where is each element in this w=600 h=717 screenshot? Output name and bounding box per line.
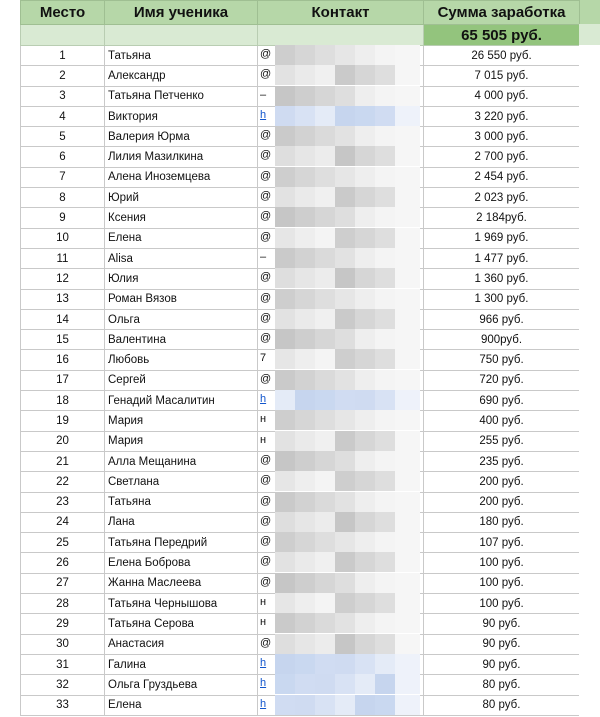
contact-cell[interactable] xyxy=(258,512,424,532)
contact-prefix: @ xyxy=(260,190,272,203)
table-row xyxy=(21,248,580,268)
table-row xyxy=(21,654,580,674)
contact-cell[interactable] xyxy=(258,350,424,370)
place-cell[interactable]: 25 xyxy=(21,533,105,553)
student-name-cell[interactable]: Галина xyxy=(105,654,258,674)
contact-cell[interactable] xyxy=(258,86,424,106)
table-row xyxy=(21,147,580,167)
contact-cell[interactable] xyxy=(258,248,424,268)
student-name-cell[interactable]: Alisa xyxy=(105,248,258,268)
contact-cell[interactable] xyxy=(258,289,424,309)
contact-cell[interactable] xyxy=(258,370,424,390)
student-name-cell[interactable]: Анастасия xyxy=(105,634,258,654)
contact-prefix: @ xyxy=(260,636,272,649)
empty-cell[interactable] xyxy=(105,25,258,46)
student-name-cell[interactable]: Мария xyxy=(105,431,258,451)
contact-prefix: – xyxy=(260,250,267,263)
table-row xyxy=(21,553,580,573)
header-contact[interactable]: Контакт xyxy=(258,1,424,25)
earnings-cell[interactable]: 966 руб. xyxy=(424,309,580,329)
contact-cell[interactable] xyxy=(258,330,424,350)
student-name-cell[interactable]: Ольга xyxy=(105,309,258,329)
student-name-cell[interactable]: Лилия Мазилкина xyxy=(105,147,258,167)
student-name-cell[interactable]: Татьяна xyxy=(105,46,258,66)
place-cell[interactable]: 7 xyxy=(21,167,105,187)
place-cell[interactable]: 6 xyxy=(21,147,105,167)
table-row xyxy=(21,533,580,553)
table-row xyxy=(21,614,580,634)
contact-cell[interactable] xyxy=(258,391,424,411)
contact-prefix: @ xyxy=(260,372,272,385)
table-row xyxy=(21,350,580,370)
earnings-cell[interactable]: 80 руб. xyxy=(424,695,580,715)
table-row xyxy=(21,634,580,654)
next-column-header[interactable] xyxy=(579,0,600,24)
place-cell[interactable]: 11 xyxy=(21,248,105,268)
student-name-cell[interactable]: Юрий xyxy=(105,188,258,208)
place-cell[interactable]: 15 xyxy=(21,330,105,350)
contact-cell[interactable] xyxy=(258,188,424,208)
contact-cell[interactable] xyxy=(258,309,424,329)
place-cell[interactable]: 23 xyxy=(21,492,105,512)
contact-prefix: – xyxy=(260,88,267,101)
contact-cell[interactable] xyxy=(258,675,424,695)
contact-cell[interactable] xyxy=(258,492,424,512)
earnings-cell[interactable]: 900руб. xyxy=(424,330,580,350)
contact-cell[interactable] xyxy=(258,451,424,471)
table-row xyxy=(21,46,580,66)
table-row xyxy=(21,675,580,695)
student-name-cell[interactable]: Татьяна Передрий xyxy=(105,533,258,553)
table-row xyxy=(21,106,580,126)
student-name-cell[interactable]: Мария xyxy=(105,411,258,431)
table-row xyxy=(21,228,580,248)
leaderboard-table xyxy=(20,0,580,716)
earnings-cell[interactable]: 2 454 руб. xyxy=(424,167,580,187)
contact-prefix: @ xyxy=(260,149,272,162)
student-name-cell[interactable]: Татьяна Серова xyxy=(105,614,258,634)
place-cell[interactable]: 24 xyxy=(21,512,105,532)
contact-cell[interactable] xyxy=(258,695,424,715)
earnings-cell[interactable]: 26 550 руб. xyxy=(424,46,580,66)
next-column xyxy=(579,0,600,717)
contact-prefix: @ xyxy=(260,575,272,588)
place-cell[interactable]: 21 xyxy=(21,451,105,471)
table-row xyxy=(21,309,580,329)
contact-prefix[interactable]: h xyxy=(260,677,267,690)
contact-prefix: @ xyxy=(260,129,272,142)
student-name-cell[interactable]: Роман Вязов xyxy=(105,289,258,309)
table-row xyxy=(21,370,580,390)
contact-prefix[interactable]: h xyxy=(260,697,267,710)
earnings-cell[interactable]: 200 руб. xyxy=(424,472,580,492)
contact-cell[interactable] xyxy=(258,228,424,248)
earnings-cell[interactable]: 235 руб. xyxy=(424,451,580,471)
earnings-cell[interactable]: 200 руб. xyxy=(424,492,580,512)
row-number-gutter xyxy=(0,0,20,717)
empty-cell[interactable] xyxy=(258,25,424,46)
contact-prefix: @ xyxy=(260,555,272,568)
place-cell[interactable]: 2 xyxy=(21,66,105,86)
contact-prefix: н xyxy=(260,413,267,426)
table-row xyxy=(21,695,580,715)
earnings-cell[interactable]: 720 руб. xyxy=(424,370,580,390)
empty-cell[interactable] xyxy=(21,25,105,46)
table-row xyxy=(21,66,580,86)
student-name-cell[interactable]: Сергей xyxy=(105,370,258,390)
place-cell[interactable]: 30 xyxy=(21,634,105,654)
contact-prefix: @ xyxy=(260,210,272,223)
total-row xyxy=(21,25,580,46)
contact-cell[interactable] xyxy=(258,634,424,654)
contact-prefix: @ xyxy=(260,311,272,324)
earnings-cell[interactable]: 2 023 руб. xyxy=(424,188,580,208)
contact-prefix[interactable]: h xyxy=(260,108,267,121)
contact-prefix: н xyxy=(260,596,267,609)
place-cell[interactable]: 4 xyxy=(21,106,105,126)
contact-cell[interactable] xyxy=(258,654,424,674)
contact-prefix: @ xyxy=(260,48,272,60)
student-name-cell[interactable]: Елена xyxy=(105,228,258,248)
place-cell[interactable]: 13 xyxy=(21,289,105,309)
header-earnings[interactable]: Сумма заработка xyxy=(424,1,580,25)
place-cell[interactable]: 14 xyxy=(21,309,105,329)
earnings-cell[interactable]: 3 220 руб. xyxy=(424,106,580,126)
contact-prefix: @ xyxy=(260,535,272,548)
earnings-cell[interactable]: 100 руб. xyxy=(424,573,580,593)
earnings-cell[interactable]: 1 477 руб. xyxy=(424,248,580,268)
contact-prefix: @ xyxy=(260,453,272,466)
contact-cell[interactable] xyxy=(258,46,424,66)
table-row xyxy=(21,269,580,289)
place-cell[interactable]: 33 xyxy=(21,695,105,715)
table-row xyxy=(21,573,580,593)
student-name-cell[interactable]: Виктория xyxy=(105,106,258,126)
student-name-cell[interactable]: Генадий Масалитин xyxy=(105,391,258,411)
contact-cell[interactable] xyxy=(258,167,424,187)
student-name-cell[interactable]: Татьяна Чернышова xyxy=(105,594,258,614)
place-cell[interactable]: 8 xyxy=(21,188,105,208)
contact-prefix: @ xyxy=(260,474,272,487)
table-row xyxy=(21,86,580,106)
table-row xyxy=(21,188,580,208)
place-cell[interactable]: 31 xyxy=(21,654,105,674)
contact-cell[interactable] xyxy=(258,431,424,451)
contact-cell[interactable] xyxy=(258,208,424,228)
student-name-cell[interactable]: Елена Боброва xyxy=(105,553,258,573)
contact-cell[interactable] xyxy=(258,614,424,634)
earnings-cell[interactable]: 100 руб. xyxy=(424,553,580,573)
earnings-cell[interactable]: 2 184руб. xyxy=(424,208,580,228)
student-name-cell[interactable]: Ольга Груздьева xyxy=(105,675,258,695)
earnings-cell[interactable]: 90 руб. xyxy=(424,654,580,674)
contact-prefix: @ xyxy=(260,271,272,284)
earnings-cell[interactable]: 255 руб. xyxy=(424,431,580,451)
student-name-cell[interactable]: Татьяна Петченко xyxy=(105,86,258,106)
next-column-subheader[interactable] xyxy=(579,24,600,45)
place-cell[interactable]: 18 xyxy=(21,391,105,411)
earnings-cell[interactable]: 90 руб. xyxy=(424,614,580,634)
earnings-cell[interactable]: 4 000 руб. xyxy=(424,86,580,106)
student-name-cell[interactable]: Ксения xyxy=(105,208,258,228)
earnings-cell[interactable]: 2 700 руб. xyxy=(424,147,580,167)
place-cell[interactable]: 10 xyxy=(21,228,105,248)
contact-prefix[interactable]: h xyxy=(260,656,267,669)
earnings-cell[interactable]: 1 969 руб. xyxy=(424,228,580,248)
place-cell[interactable]: 17 xyxy=(21,370,105,390)
earnings-cell[interactable]: 1 300 руб. xyxy=(424,289,580,309)
place-cell[interactable]: 27 xyxy=(21,573,105,593)
place-cell[interactable]: 28 xyxy=(21,594,105,614)
contact-cell[interactable] xyxy=(258,147,424,167)
table-row xyxy=(21,472,580,492)
student-name-cell[interactable]: Валерия Юрма xyxy=(105,127,258,147)
earnings-cell[interactable]: 3 000 руб. xyxy=(424,127,580,147)
student-name-cell[interactable]: Татьяна xyxy=(105,492,258,512)
earnings-cell[interactable]: 7 015 руб. xyxy=(424,66,580,86)
contact-cell[interactable] xyxy=(258,594,424,614)
table-row xyxy=(21,289,580,309)
student-name-cell[interactable]: Валентина xyxy=(105,330,258,350)
table-row xyxy=(21,391,580,411)
contact-prefix: @ xyxy=(260,169,272,182)
place-cell[interactable]: 12 xyxy=(21,269,105,289)
contact-prefix: @ xyxy=(260,514,272,527)
header-row xyxy=(21,1,580,25)
student-name-cell[interactable]: Елена xyxy=(105,695,258,715)
earnings-cell[interactable]: 80 руб. xyxy=(424,675,580,695)
table-row xyxy=(21,127,580,147)
place-cell[interactable]: 16 xyxy=(21,350,105,370)
contact-cell[interactable] xyxy=(258,127,424,147)
student-name-cell[interactable]: Жанна Маслеева xyxy=(105,573,258,593)
earnings-cell[interactable]: 180 руб. xyxy=(424,512,580,532)
contact-prefix: н xyxy=(260,433,267,446)
contact-prefix: н xyxy=(260,616,267,629)
table-row xyxy=(21,411,580,431)
earnings-cell[interactable]: 400 руб. xyxy=(424,411,580,431)
contact-prefix: @ xyxy=(260,332,272,345)
contact-cell[interactable] xyxy=(258,533,424,553)
contact-prefix: @ xyxy=(260,291,272,304)
contact-cell[interactable] xyxy=(258,553,424,573)
place-cell[interactable]: 3 xyxy=(21,86,105,106)
total-earnings[interactable]: 65 505 руб. xyxy=(424,25,580,46)
contact-prefix: 7 xyxy=(260,352,267,365)
table-row xyxy=(21,492,580,512)
earnings-cell[interactable]: 750 руб. xyxy=(424,350,580,370)
student-name-cell[interactable]: Лана xyxy=(105,512,258,532)
contact-cell[interactable] xyxy=(258,66,424,86)
student-name-cell[interactable]: Алена Иноземцева xyxy=(105,167,258,187)
place-cell[interactable]: 19 xyxy=(21,411,105,431)
place-cell[interactable]: 1 xyxy=(21,46,105,66)
student-name-cell[interactable]: Юлия xyxy=(105,269,258,289)
table-row xyxy=(21,594,580,614)
place-cell[interactable]: 26 xyxy=(21,553,105,573)
place-cell[interactable]: 9 xyxy=(21,208,105,228)
contact-cell[interactable] xyxy=(258,411,424,431)
earnings-cell[interactable]: 100 руб. xyxy=(424,594,580,614)
contact-cell[interactable] xyxy=(258,106,424,126)
earnings-cell[interactable]: 107 руб. xyxy=(424,533,580,553)
place-cell[interactable]: 32 xyxy=(21,675,105,695)
place-cell[interactable]: 29 xyxy=(21,614,105,634)
header-place[interactable]: Место xyxy=(21,1,105,25)
contact-prefix: @ xyxy=(260,68,272,81)
contact-prefix: @ xyxy=(260,230,272,243)
contact-prefix: @ xyxy=(260,494,272,507)
contact-cell[interactable] xyxy=(258,472,424,492)
table-row xyxy=(21,167,580,187)
student-name-cell[interactable]: Светлана xyxy=(105,472,258,492)
contact-cell[interactable] xyxy=(258,269,424,289)
earnings-cell[interactable]: 1 360 руб. xyxy=(424,269,580,289)
contact-prefix[interactable]: h xyxy=(260,393,267,406)
header-name[interactable]: Имя ученика xyxy=(105,1,258,25)
table-row xyxy=(21,431,580,451)
table-row xyxy=(21,512,580,532)
contact-cell[interactable] xyxy=(258,573,424,593)
student-name-cell[interactable]: Алла Мещанина xyxy=(105,451,258,471)
earnings-cell[interactable]: 690 руб. xyxy=(424,391,580,411)
place-cell[interactable]: 5 xyxy=(21,127,105,147)
place-cell[interactable]: 20 xyxy=(21,431,105,451)
place-cell[interactable]: 22 xyxy=(21,472,105,492)
table-row xyxy=(21,208,580,228)
table-row xyxy=(21,330,580,350)
student-name-cell[interactable]: Любовь xyxy=(105,350,258,370)
student-name-cell[interactable]: Александр xyxy=(105,66,258,86)
earnings-cell[interactable]: 90 руб. xyxy=(424,634,580,654)
table-row xyxy=(21,451,580,471)
